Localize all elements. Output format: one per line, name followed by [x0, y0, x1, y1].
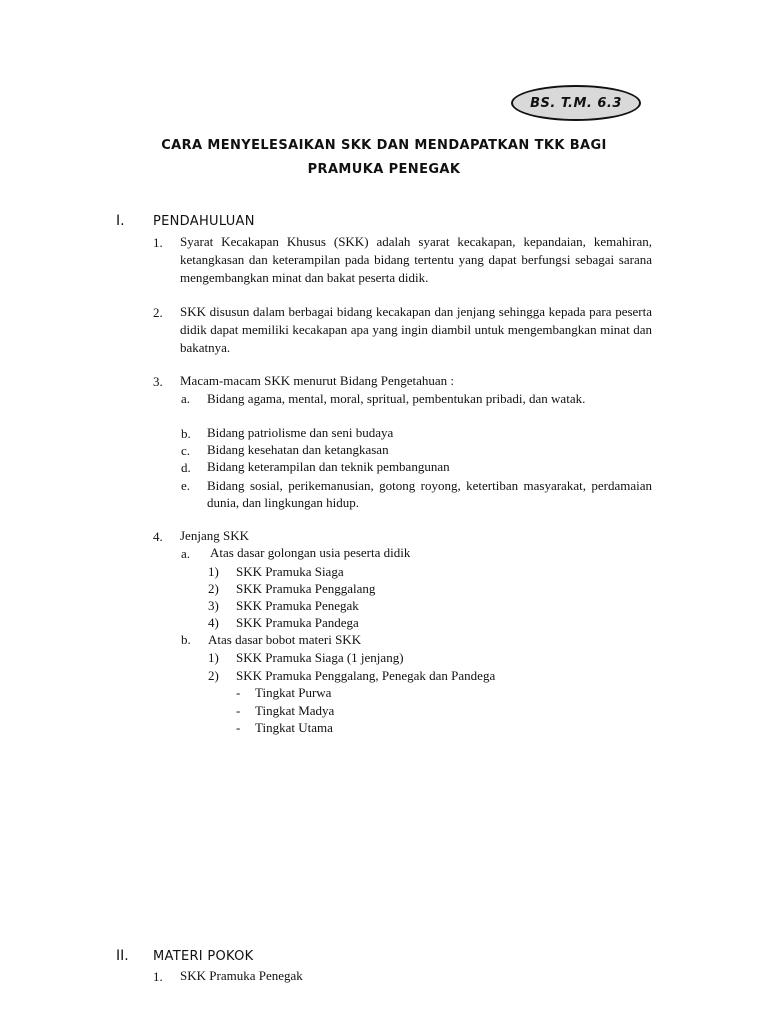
nested-item-number: 2) — [208, 581, 219, 596]
list-item-text: Macam-macam SKK menurut Bidang Pengetahuan : — [180, 373, 455, 388]
list-item-text: Syarat Kecakapan Khusus (SKK) adalah syarat kecakapan, kepandaian, kemahiran, ketangkasan dan keterampilan pada bidang tertentu yang dapat berfungsi sebagai sarana mengembangkan minat dan bakat peserta didik. — [180, 234, 652, 285]
sub-item-letter: c. — [181, 443, 191, 458]
nested-item-text: SKK Pramuka Siaga (1 jenjang) — [236, 650, 404, 665]
sub-item-text: Bidang agama, mental, moral, spritual, pembentukan pribadi, dan watak. — [207, 391, 586, 406]
section-title: PENDAHULUAN — [153, 214, 255, 229]
list-item-number: 1. — [153, 969, 163, 984]
nested-item-number: 2) — [208, 668, 219, 683]
sub-item-letter: b. — [181, 426, 191, 441]
section-title: MATERI POKOK — [153, 949, 254, 964]
nested-item-text: SKK Pramuka Penggalang — [236, 581, 376, 596]
sub-item-letter: d. — [181, 460, 191, 475]
nested-item-text: SKK Pramuka Siaga — [236, 564, 344, 579]
sub-item-text: Bidang patriolisme dan seni budaya — [207, 425, 394, 440]
list-item-number: 2. — [153, 305, 163, 320]
nested-item-text: SKK Pramuka Penggalang, Penegak dan Pandega — [236, 668, 496, 683]
sub-item-letter: a. — [181, 546, 191, 561]
sub-item-letter: b. — [181, 632, 191, 647]
level-text: Tingkat Utama — [255, 720, 333, 735]
document-code-badge: BS. T.M. 6.3 — [511, 85, 641, 121]
list-item-number: 1. — [153, 235, 163, 250]
sub-item-text: Bidang kesehatan dan ketangkasan — [207, 442, 389, 457]
sub-item-letter: e. — [181, 478, 191, 493]
list-item-text: Jenjang SKK — [180, 528, 249, 543]
section-number: I. — [116, 213, 125, 229]
level-text: Tingkat Madya — [255, 703, 335, 718]
nested-item-text: SKK Pramuka Pandega — [236, 615, 359, 630]
nested-item-text: SKK Pramuka Penegak — [236, 598, 359, 613]
list-item-text: SKK Pramuka Penegak — [180, 968, 303, 983]
section-number: II. — [116, 948, 129, 964]
document-title-line-2: PRAMUKA PENEGAK — [307, 162, 461, 177]
nested-item-number: 4) — [208, 615, 219, 630]
sub-item-text: Bidang keterampilan dan teknik pembangunan — [207, 459, 450, 474]
list-item-number: 3. — [153, 374, 163, 389]
nested-item-number: 3) — [208, 598, 219, 613]
nested-item-number: 1) — [208, 564, 219, 579]
nested-item-number: 1) — [208, 650, 219, 665]
level-dash: - — [236, 720, 241, 735]
list-item-text: SKK disusun dalam berbagai bidang kecakapan dan jenjang sehingga kepada para peserta didik dapat memiliki kecakapan apa yang ingin diambil untuk mengembangkan minat dan bakatnya. — [180, 304, 652, 355]
sub-item-text: Atas dasar golongan usia peserta didik — [210, 545, 411, 560]
sub-item-text: Bidang sosial, perikemanusian, gotong royong, ketertiban masyarakat, perdamaian dunia, dan lingkungan hidup. — [207, 478, 652, 510]
sub-item-letter: a. — [181, 391, 191, 406]
document-title-line-1: CARA MENYELESAIKAN SKK DAN MENDAPATKAN TKK BAGI — [161, 138, 607, 153]
level-dash: - — [236, 703, 241, 718]
sub-item-text: Atas dasar bobot materi SKK — [208, 632, 362, 647]
level-dash: - — [236, 685, 241, 700]
list-item-number: 4. — [153, 529, 163, 544]
level-text: Tingkat Purwa — [255, 685, 332, 700]
